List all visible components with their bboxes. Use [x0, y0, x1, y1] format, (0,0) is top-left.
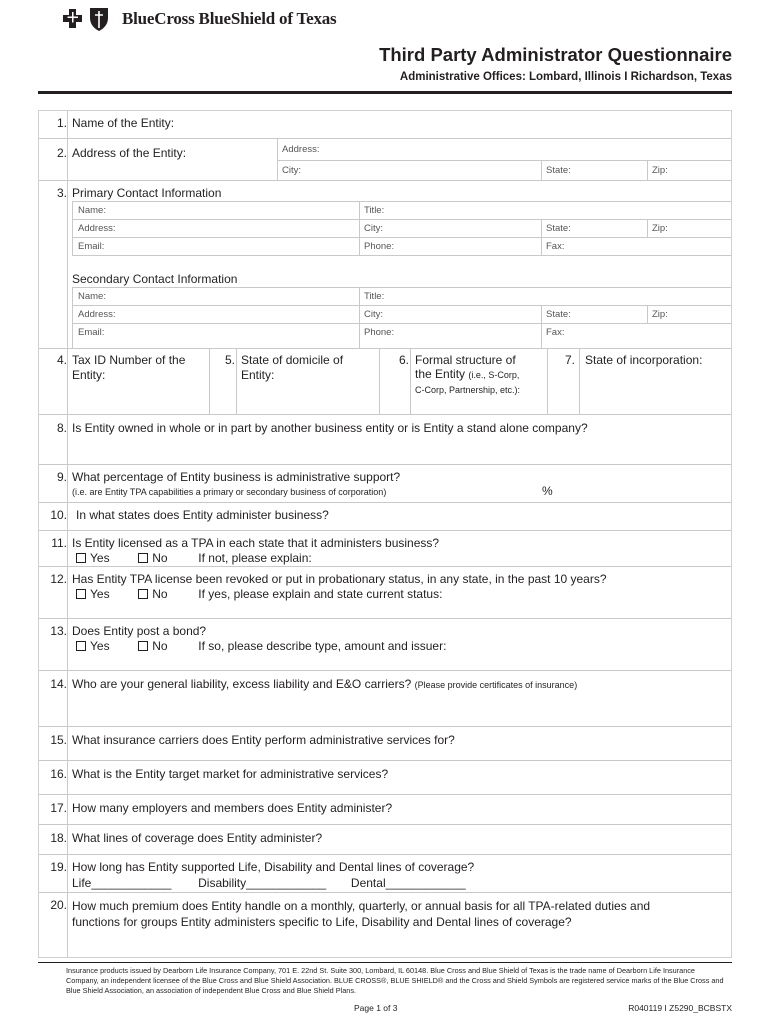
- state-field[interactable]: State:: [546, 165, 571, 176]
- coverage-duration-fields: [72, 876, 466, 890]
- question-number: 15.: [50, 733, 67, 747]
- insurance-carriers-label: What insurance carriers does Entity perform administrative services for?: [72, 733, 455, 747]
- primary-address-field[interactable]: Address:: [78, 223, 116, 234]
- city-field[interactable]: City:: [282, 165, 301, 176]
- question-number: 13.: [50, 624, 67, 638]
- yes-label: Yes: [90, 587, 110, 601]
- incorporation-label[interactable]: State of incorporation:: [585, 353, 703, 367]
- address-field[interactable]: Address:: [282, 144, 320, 155]
- question-number: 18.: [50, 831, 67, 845]
- yes-checkbox[interactable]: [76, 553, 86, 563]
- question-3: [39, 181, 731, 349]
- question-number: 9.: [56, 470, 67, 484]
- secondary-phone-field[interactable]: Phone:: [364, 327, 395, 338]
- cross-shield-icon: [60, 6, 116, 32]
- question-14[interactable]: [39, 671, 731, 727]
- bond-options: [76, 639, 446, 653]
- tax-id-label-line2: Entity:: [72, 368, 106, 382]
- question-number: 10.: [50, 508, 67, 522]
- primary-state-field[interactable]: State:: [546, 223, 571, 234]
- primary-contact-label: Primary Contact Information: [72, 186, 222, 200]
- question-number: 5.: [224, 353, 235, 367]
- question-10[interactable]: [39, 503, 731, 531]
- target-market-label: What is the Entity target market for administrative services?: [72, 767, 389, 781]
- question-13: [39, 619, 731, 671]
- questions-4-7: [39, 349, 731, 415]
- how-long-label: How long has Entity supported Life, Disability and Dental lines of coverage?: [72, 860, 475, 874]
- no-label: No: [152, 551, 168, 565]
- tax-id-label[interactable]: [72, 353, 185, 383]
- question-20[interactable]: [39, 893, 731, 957]
- admin-support-note: (i.e. are Entity TPA capabilities a primary or secondary business of corporation): [72, 487, 387, 497]
- yes-label: Yes: [90, 639, 110, 653]
- percent-sign: %: [542, 484, 553, 498]
- bond-followup: If so, please describe type, amount and issuer:: [198, 639, 447, 653]
- question-number: 6.: [398, 353, 409, 367]
- domicile-label[interactable]: [241, 353, 343, 383]
- carriers-label-text: Who are your general liability, excess liability and E&O carriers?: [72, 677, 412, 691]
- question-number: 2.: [56, 146, 67, 160]
- secondary-zip-field[interactable]: Zip:: [652, 309, 668, 320]
- structure-label-note: (i.e., S-Corp,: [468, 370, 520, 380]
- question-2: [39, 139, 731, 181]
- yes-checkbox[interactable]: [76, 641, 86, 651]
- primary-city-field[interactable]: City:: [364, 223, 383, 234]
- questionnaire-form: [38, 110, 732, 958]
- question-number: 12.: [50, 572, 67, 586]
- secondary-city-field[interactable]: City:: [364, 309, 383, 320]
- brand-name: BlueCross BlueShield of Texas: [122, 9, 337, 28]
- premium-label: [72, 898, 650, 930]
- admin-support-label: What percentage of Entity business is administrative support?: [72, 470, 401, 484]
- question-16[interactable]: [39, 761, 731, 795]
- ownership-label: Is Entity owned in whole or in part by another business entity or is Entity a stand alone company?: [72, 421, 588, 435]
- domicile-label-line2: Entity:: [241, 368, 275, 382]
- yes-label: Yes: [90, 551, 110, 565]
- disability-field[interactable]: Disability____________: [198, 876, 327, 890]
- question-number: 8.: [56, 421, 67, 435]
- page-title: Third Party Administrator Questionnaire: [379, 44, 732, 65]
- page-number: Page 1 of 3: [354, 1003, 398, 1013]
- question-15[interactable]: [39, 727, 731, 761]
- question-12: [39, 567, 731, 619]
- question-11: [39, 531, 731, 567]
- primary-email-field[interactable]: Email:: [78, 241, 105, 252]
- question-number: 16.: [50, 767, 67, 781]
- secondary-name-field[interactable]: Name:: [78, 291, 106, 302]
- revoked-followup: If yes, please explain and state current status:: [198, 587, 443, 601]
- page-subtitle: Administrative Offices: Lombard, Illinois I Richardson, Texas: [399, 71, 732, 83]
- primary-zip-field[interactable]: Zip:: [652, 223, 668, 234]
- bcbs-logo: [60, 6, 336, 32]
- dental-field[interactable]: Dental____________: [350, 876, 466, 890]
- life-field[interactable]: Life____________: [72, 876, 172, 890]
- legal-disclaimer: Insurance products issued by Dearborn Life Insurance Company, 701 E. 22nd St. Suite 300, Lombard, IL 60148. Blue Cross and Blue Shield of Texas is the trade name of Dearborn Life Insurance Company, an independent licensee of the Blue Cross and Blue Shield Association. BLUE CROSS®, BLUE SHIELD® and the Cross and Shield Symbols are registered service marks of the Blue Cross and Blue Shield Association, an association of independent Blue Cross and Blue Shield Plans.: [66, 966, 724, 995]
- secondary-email-field[interactable]: Email:: [78, 327, 105, 338]
- secondary-fax-field[interactable]: Fax:: [546, 327, 565, 338]
- question-number: 11.: [51, 536, 67, 550]
- header-divider: [38, 91, 732, 94]
- question-number: 14.: [50, 677, 67, 691]
- secondary-title-field[interactable]: Title:: [364, 291, 385, 302]
- licensed-label: Is Entity licensed as a TPA in each state that it administers business?: [72, 536, 440, 550]
- no-checkbox[interactable]: [138, 589, 148, 599]
- premium-label-line1: How much premium does Entity handle on a monthly, quarterly, or annual basis for all TPA-related duties and: [72, 899, 651, 913]
- carriers-label-note: (Please provide certificates of insurance): [414, 680, 578, 690]
- form-code: R040119 I Z5290_BCBSTX: [628, 1003, 732, 1013]
- revoked-label: Has Entity TPA license been revoked or put in probationary status, in any state, in the past 10 years?: [72, 572, 607, 586]
- secondary-state-field[interactable]: State:: [546, 309, 571, 320]
- primary-name-field[interactable]: Name:: [78, 205, 106, 216]
- primary-phone-field[interactable]: Phone:: [364, 241, 395, 252]
- secondary-address-field[interactable]: Address:: [78, 309, 116, 320]
- no-label: No: [152, 587, 168, 601]
- structure-label-line3: C-Corp, Partnership, etc.):: [415, 385, 521, 395]
- licensed-options: [76, 551, 312, 565]
- question-18[interactable]: [39, 825, 731, 855]
- licensed-followup: If not, please explain:: [198, 551, 312, 565]
- secondary-contact-label: Secondary Contact Information: [72, 272, 238, 286]
- page-header: [379, 44, 732, 83]
- question-number: 19.: [50, 860, 67, 874]
- question-8[interactable]: [39, 415, 731, 465]
- primary-title-field[interactable]: Title:: [364, 205, 385, 216]
- employers-members-label: How many employers and members does Entity administer?: [72, 801, 393, 815]
- yes-checkbox[interactable]: [76, 589, 86, 599]
- premium-label-line2: functions for groups Entity administers specific to Life, Disability and Dental lines of coverage?: [72, 915, 572, 929]
- no-checkbox[interactable]: [138, 641, 148, 651]
- zip-field[interactable]: Zip:: [652, 165, 668, 176]
- question-number: 1.: [56, 116, 67, 130]
- no-checkbox[interactable]: [138, 553, 148, 563]
- carriers-label: [72, 677, 577, 691]
- entity-address-label: Address of the Entity:: [72, 146, 187, 160]
- primary-fax-field[interactable]: Fax:: [546, 241, 565, 252]
- formal-structure-label[interactable]: [415, 353, 520, 397]
- page-footer: [38, 962, 732, 1013]
- states-label: In what states does Entity administer business?: [76, 508, 329, 522]
- lines-coverage-label: What lines of coverage does Entity administer?: [72, 831, 323, 845]
- revoked-options: [76, 587, 442, 601]
- question-17[interactable]: [39, 795, 731, 825]
- question-number: 4.: [56, 353, 67, 367]
- question-1[interactable]: [39, 111, 731, 139]
- tax-id-label-line1: Tax ID Number of the: [72, 353, 186, 367]
- question-19: [39, 855, 731, 893]
- question-number: 17.: [50, 801, 67, 815]
- bond-label: Does Entity post a bond?: [72, 624, 207, 638]
- structure-label-line2: the Entity: [415, 367, 466, 381]
- question-number: 20.: [50, 898, 67, 912]
- question-number: 3.: [56, 186, 67, 200]
- question-9[interactable]: [39, 465, 731, 503]
- entity-name-label: Name of the Entity:: [72, 116, 175, 130]
- question-number: 7.: [564, 353, 575, 367]
- structure-label-line1: Formal structure of: [415, 353, 516, 367]
- domicile-label-line1: State of domicile of: [241, 353, 344, 367]
- no-label: No: [152, 639, 168, 653]
